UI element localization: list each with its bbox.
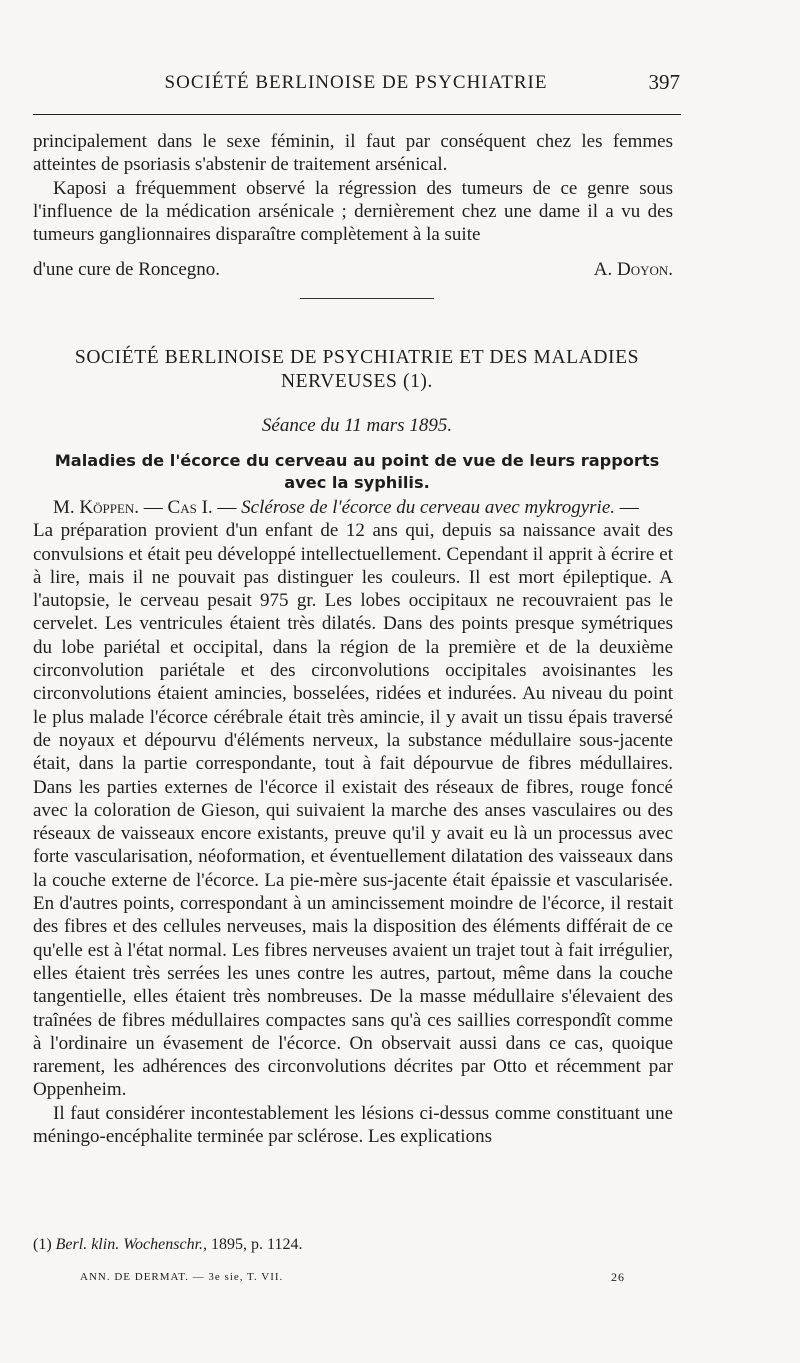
section-title-line-2: NERVEUSES (1).	[280, 371, 433, 392]
kaposi-section	[33, 130, 673, 246]
case-dash: —	[619, 497, 639, 518]
paragraph-kaposi: Kaposi a fréquemment observé la régression des tumeurs de ce genre sous l'influence de la médication arsénicale ; dernièrement chez une dame il a vu des tumeurs ganglionnaires disparaître complètement à la suite	[33, 177, 673, 246]
article-heading-line-1: Maladies de l'écorce du cerveau au point de vue de leurs rapports	[54, 451, 660, 470]
case-section	[33, 496, 673, 1148]
footnote-reference: 1895, p. 1124.	[211, 1236, 303, 1253]
case-title: Sclérose de l'écorce du cerveau avec mykrogyrie.	[241, 497, 616, 518]
paragraph-last-line: d'une cure de Roncegno.	[33, 259, 221, 280]
page-number: 397	[648, 70, 680, 94]
author-signature: A. Doyon.	[593, 259, 673, 280]
paragraph-continued: principalement dans le sexe féminin, il faut par conséquent chez les femmes atteintes de psoriasis s'abstenir de traitement arsénical.	[33, 131, 673, 176]
footnote	[33, 1236, 302, 1254]
paragraph-kaposi-end	[33, 258, 673, 281]
case-intro	[33, 496, 673, 519]
article-heading	[33, 450, 681, 494]
session-date: Séance du 11 mars 1895.	[261, 415, 453, 436]
case-body: La préparation provient d'un enfant de 12 ans qui, depuis sa naissance avait des convulsions et était peu développé intellectuellement. Cependant il apprit à écrire et à lire, mais il ne pouvait pas distinguer les couleurs. Il est mort épileptique. A l'autopsie, le cerveau pesait 975 gr. Les lobes occipitaux ne recouvraient pas le cervelet. Les ventricules étaient très dilatés. Dans des points presque symétriques du lobe pariétal et occipital, dans la région de la première et de la deuxième circonvolution pariétale et des circonvolutions occipitales avoisinantes les circonvolutions étaient amincies, bosselées, ridées et indurées. Au niveau du point le plus malade l'écorce cérébrale était très amincie, il y avait un tissu épais traversé de noyaux et dépourvu d'éléments nerveux, la substance médullaire sous-jacente était, dans la partie correspondante, tout à fait dépourvue de fibres médullaires. Dans les parties externes de l'écorce il existait des réseaux de fibres, rouge foncé avec la coloration de Gieson, qui suivaient la marche des anses vasculaires ou des réseaux de vaisseaux encore existants, preuve qu'il y avait eu là un processus avec forte vascularisation, néoformation, et éventuellement dilatation des vaisseaux dans la couche externe de l'écorce. La pie-mère sus-jacente était épaissie et vascularisée. En d'autres points, correspondant à un amincissement moindre de l'écorce, il restait des fibres et des cellules nerveuses, mais la disposition des éléments différait de ce qu'elle est à l'état normal. Les fibres nerveuses avaient un trajet tout à fait irrégulier, elles étaient très serrées les unes contre les autres, partout, même dans la couche tangentielle, elles étaient très nombreuses. De la masse médullaire s'élevaient des traînées de fibres médullaires compactes sans qu'à ces saillies correspondît comme à l'ordinaire un évasement de l'écorce. On observait aussi dans ce cas, quoique rarement, les adhérences des circonvolutions décrites par Otto et récemment par Oppenheim.	[33, 520, 673, 1101]
journal-reference: ANN. DE DERMAT. — 3e sie, T. VII.	[80, 1271, 284, 1283]
footnote-marker: (1)	[33, 1236, 52, 1253]
case-label: — Cas I. —	[143, 497, 237, 518]
signature-mark: 26	[611, 1270, 625, 1284]
header-rule	[33, 114, 681, 115]
section-separator	[300, 298, 434, 299]
section-title-line-1: SOCIÉTÉ BERLINOISE DE PSYCHIATRIE ET DES MALADIES	[74, 347, 640, 368]
section-title	[33, 346, 681, 394]
footnote-journal: Berl. klin. Wochenschr.,	[55, 1236, 208, 1253]
article-heading-line-2: avec la syphilis.	[284, 473, 430, 492]
conclusion-paragraph: Il faut considérer incontestablement les lésions ci-dessus comme constituant une méningo-encéphalite terminée par sclérose. Les explications	[33, 1102, 673, 1148]
running-title: SOCIÉTÉ BERLINOISE DE PSYCHIATRIE	[164, 72, 548, 93]
bottom-line	[80, 1271, 625, 1283]
speaker-name: M. Köppen.	[53, 497, 140, 518]
